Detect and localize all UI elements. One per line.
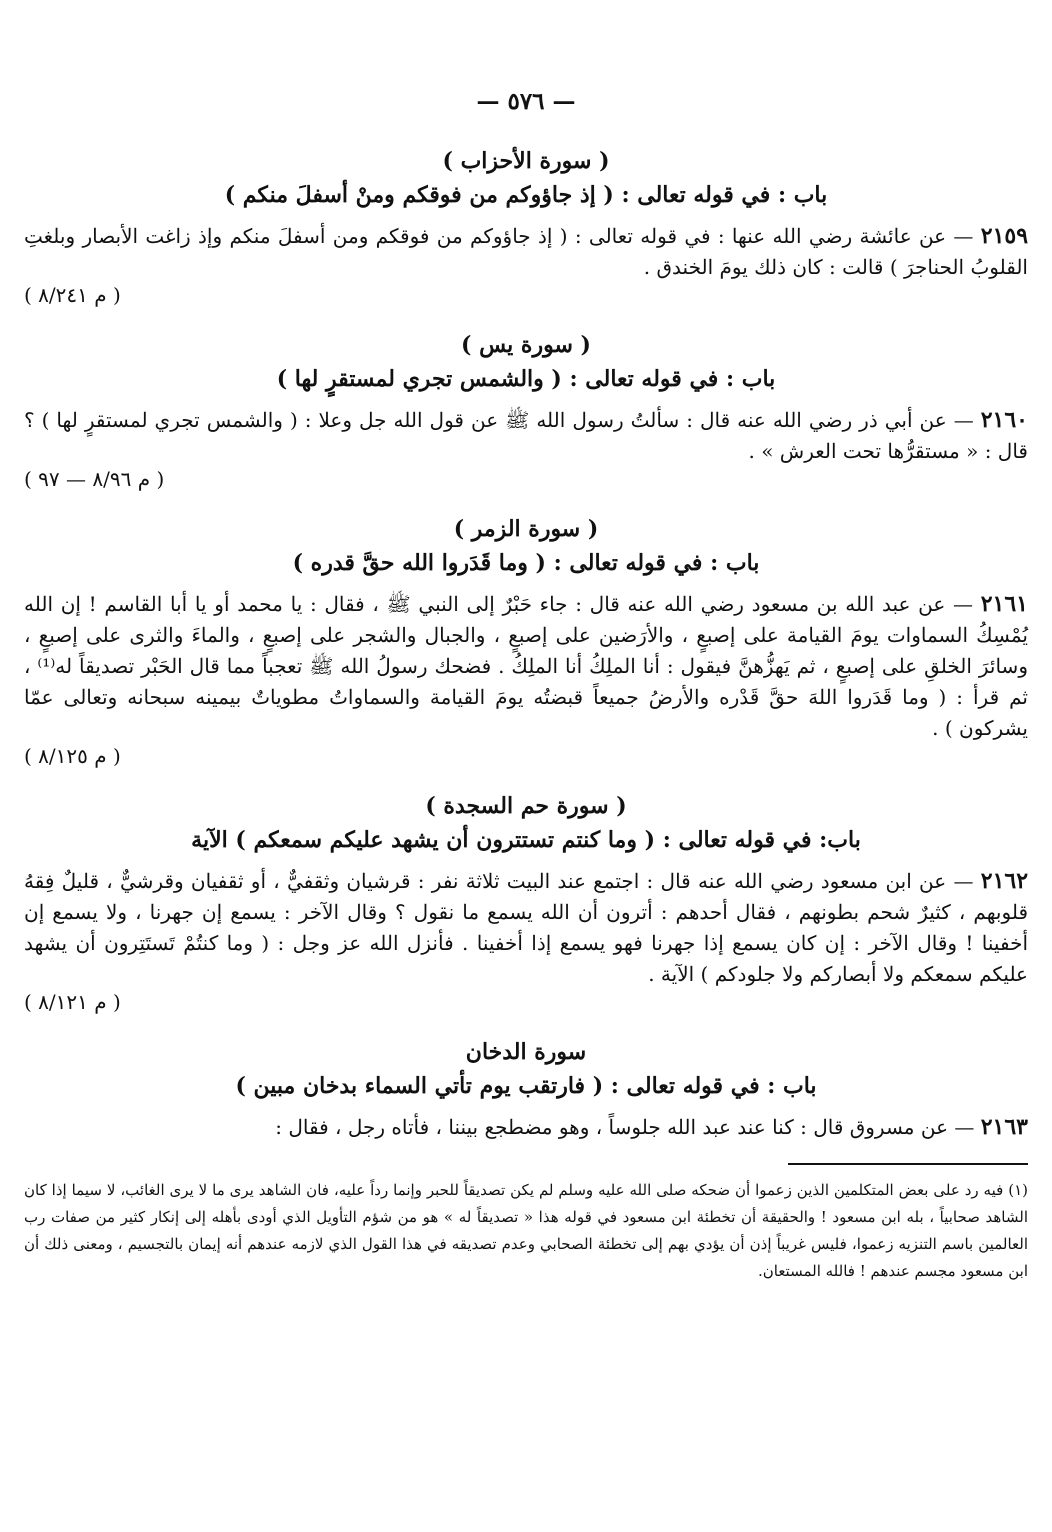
hadith-text: — عن مسروق قال : كنا عند عبد الله جلوساً ، وهو مضطجع بيننا ، فأتاه رجل ، فقال : [275, 1115, 975, 1139]
section-ahzab [24, 145, 1028, 309]
bab-title: باب : في قوله تعالى : ( وما قَدَروا الله حقَّ قدره ) [292, 550, 760, 576]
bab-title: باب : في قوله تعالى : ( إذ جاؤوكم من فوقكم ومنْ أسفلَ منكم ) [224, 182, 828, 208]
hadith-number: ٢١٦٢ [980, 868, 1029, 894]
hadith-2163 [24, 1112, 1028, 1143]
hadith-text: — عن ابن مسعود رضي الله عنه قال : اجتمع عند البيت ثلاثة نفر : قرشيان وثقفيٌّ ، أو ثقفيان وقرشيٌّ ، قليلٌ فِقهُ قلوبهم ، كثيرٌ شحم بطونهم ، فقال أحدهم : أترون أن الله يسمع ما نقول ؟ وقال الآخر : يسمع إن جهرنا ، ولا يسمع إن أخفينا ! وقال الآخر : إن كان يسمع إذا جهرنا فهو يسمع إذا أخفينا . فأنزل الله عز وجل : ( وما كنتُمْ تَستَتِرون أن يشهد عليكم سمعكم ولا أبصاركم ولا جلودكم ) الآية . [24, 869, 1029, 986]
bab-title: باب : في قوله تعالى : ( فارتقب يوم تأتي السماء بدخان مبين ) [235, 1073, 817, 1099]
hadith-number: ٢١٥٩ [980, 223, 1029, 249]
hadith-2161 [24, 589, 1028, 770]
surah-title: سورة الدخان [465, 1039, 587, 1065]
section-dukhan [24, 1036, 1028, 1143]
hadith-text: — عن أبي ذر رضي الله عنه قال : سألتُ رسول الله ﷺ عن قول الله جل وعلا : ( والشمس تجري لمستقرٍ لها ) ؟ قال : « مستقرُّها تحت العرش » . [24, 408, 1028, 463]
hadith-number: ٢١٦٠ [980, 407, 1028, 433]
hadith-number: ٢١٦١ [980, 591, 1028, 617]
section-fussilat [24, 790, 1028, 1016]
hadith-2162 [24, 866, 1028, 1016]
section-zumar [24, 513, 1028, 770]
bab-title: باب: في قوله تعالى : ( وما كنتم تستترون أن يشهد عليكم سمعكم ) الآية [191, 827, 861, 853]
hadith-2160 [24, 405, 1028, 493]
surah-title: ( سورة الزمر ) [453, 516, 599, 542]
hadith-text: — عن عائشة رضي الله عنها : في قوله تعالى : ( إذ جاؤوكم من فوقكم ومن أسفلَ منكم وإذ زاغت الأبصار وبلغتِ القلوبُ الحناجرَ ) قالت : كان ذلك يومَ الخندق . [24, 224, 1028, 279]
section-yasin [24, 329, 1028, 493]
surah-title: ( سورة يس ) [461, 332, 591, 358]
hadith-reference: ( م ٨/١٢١ ) [24, 990, 121, 1014]
surah-title: ( سورة حم السجدة ) [425, 793, 627, 819]
bab-title: باب : في قوله تعالى : ( والشمس تجري لمستقرٍ لها ) [276, 366, 776, 392]
surah-title: ( سورة الأحزاب ) [442, 148, 610, 174]
hadith-reference: ( م ٨/٢٤١ ) [24, 283, 121, 307]
page-number: — ٥٧٦ — [476, 88, 576, 115]
hadith-2159 [24, 221, 1028, 309]
hadith-number: ٢١٦٣ [980, 1114, 1028, 1140]
footnote-divider [788, 1163, 1028, 1165]
hadith-reference: ( م ٨/١٢٥ ) [24, 744, 121, 768]
hadith-text: — عن عبد الله بن مسعود رضي الله عنه قال : جاء حَبْرٌ إلى النبي ﷺ ، فقال : يا محمد أو يا أبا القاسم ! إن الله يُمْسِكُ السماوات يومَ القيامة على إصبعٍ ، والأرَضين على إصبعٍ ، والجبال والشجر على إصبعٍ ، والماءَ والثرى على إصبعٍ ، وسائرَ الخلقِ على إصبعٍ ، ثم يَهزُّهنَّ فيقول : أنا الملِكُ أنا الملِكُ . فضحك رسولُ الله ﷺ تعجباً مما قال الحَبْر تصديقاً له⁽¹⁾ ، ثم قرأ : ( وما قَدَروا اللهَ حقَّ قَدْره والأرضُ جميعاً قبضتُه يومَ القيامة والسماواتُ مطوياتٌ بيمينه سبحانه وتعالى عمّا يشركون ) . [24, 592, 1028, 740]
hadith-reference: ( م ٨/٩٦ — ٩٧ ) [24, 467, 165, 491]
footnote: (١) فيه رد على بعض المتكلمين الذين زعموا أن ضحكه صلى الله عليه وسلم لم يكن تصديقاً للحبر وإنما رداً عليه، فان الشاهد يرى ما لا يرى الغائب، لا سيما إذا كان الشاهد صحابياً ، بله ابن مسعود ! والحقيقة أن تخطئة ابن مسعود في قوله هذا « تصديقاً له » هو من شؤم التأويل الذي أودى بأهله إلى إنكار كثير من صفات رب العالمين باسم التنزيه زعموا، فليس غريباً إذن أن يؤدي بهم إلى تخطئة الصحابي وعدم تصديقه في هذا القول الذي لازمه عندهم أنه إيمان بالتجسيم ، ومعنى ذلك أن ابن مسعود مجسم عندهم ! فالله المستعان. [24, 1181, 1028, 1280]
